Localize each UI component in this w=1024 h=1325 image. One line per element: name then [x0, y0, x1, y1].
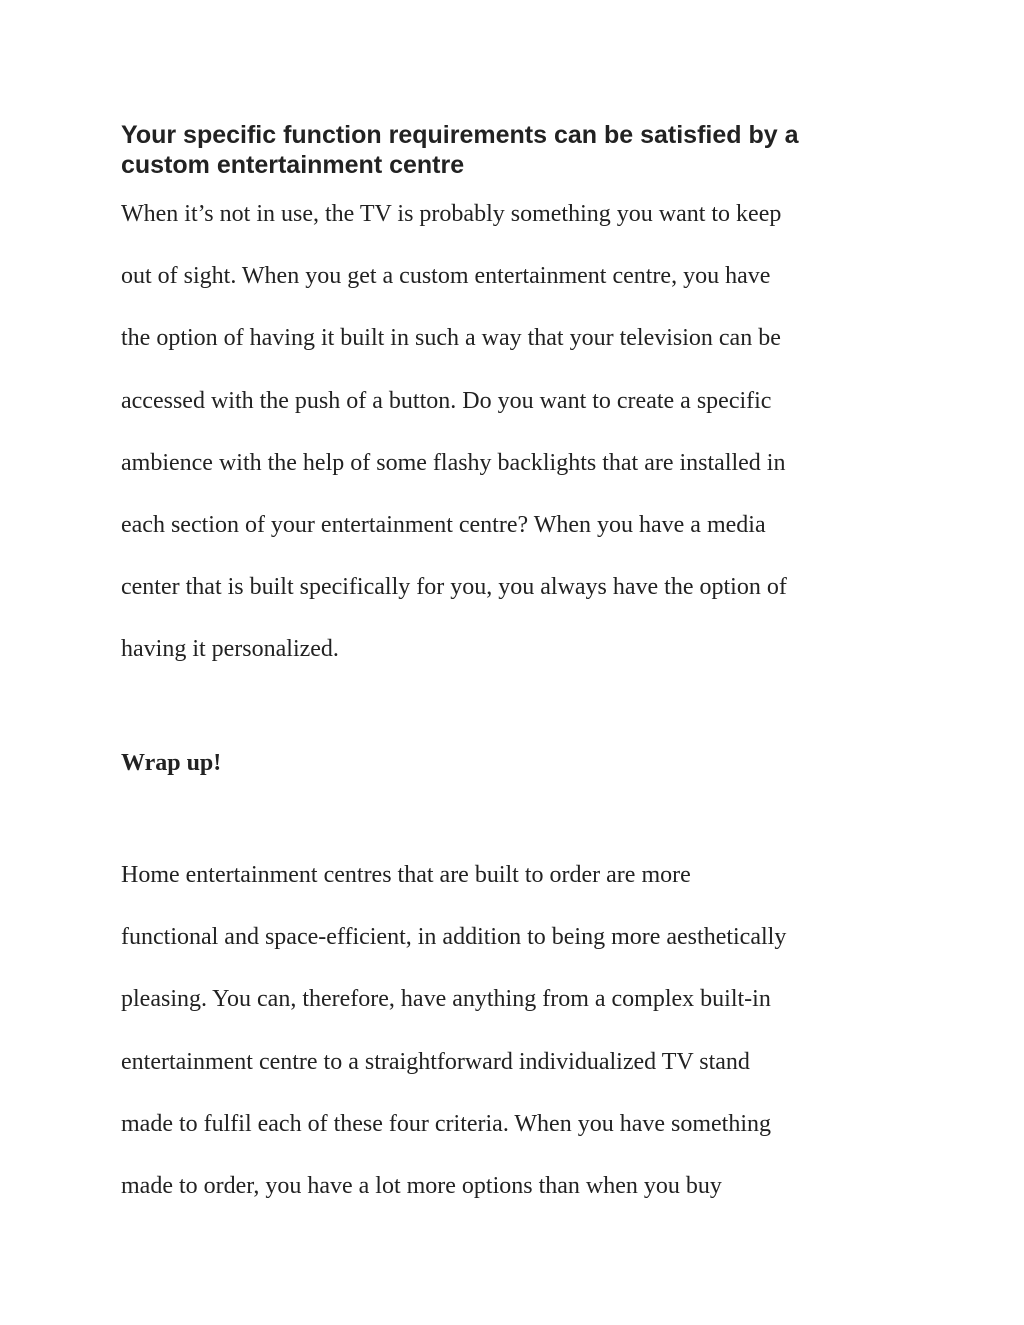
- paragraph-line: made to fulfil each of these four criteria. When you have something: [121, 1110, 771, 1137]
- body-paragraph: [121, 183, 911, 681]
- paragraph-line: out of sight. When you get a custom entertainment centre, you have: [121, 263, 771, 290]
- section-heading: [121, 120, 901, 180]
- paragraph-line: ambience with the help of some flashy backlights that are installed in: [121, 449, 786, 476]
- paragraph-line: the option of having it built in such a way that your television can be: [121, 325, 781, 352]
- paragraph-line: functional and space-efficient, in addition to being more aesthetically: [121, 924, 787, 951]
- heading-line: Your specific function requirements can be satisfied by a: [121, 121, 799, 149]
- paragraph-line: having it personalized.: [121, 636, 339, 663]
- paragraph-line: each section of your entertainment centre? When you have a media: [121, 511, 766, 538]
- paragraph-line: made to order, you have a lot more options than when you buy: [121, 1172, 722, 1199]
- paragraph-line: entertainment centre to a straightforward individualized TV stand: [121, 1048, 750, 1075]
- paragraph-line: accessed with the push of a button. Do you want to create a specific: [121, 387, 772, 414]
- paragraph-line: When it’s not in use, the TV is probably something you want to keep: [121, 201, 782, 227]
- heading-line: custom entertainment centre: [121, 151, 465, 179]
- wrap-up-heading: Wrap up!: [121, 750, 222, 776]
- paragraph-line: pleasing. You can, therefore, have anything from a complex built-in: [121, 986, 771, 1013]
- paragraph-line: center that is built specifically for you, you always have the option of: [121, 574, 787, 601]
- body-paragraph: [121, 844, 911, 1217]
- paragraph-line: Home entertainment centres that are built to order are more: [121, 862, 691, 888]
